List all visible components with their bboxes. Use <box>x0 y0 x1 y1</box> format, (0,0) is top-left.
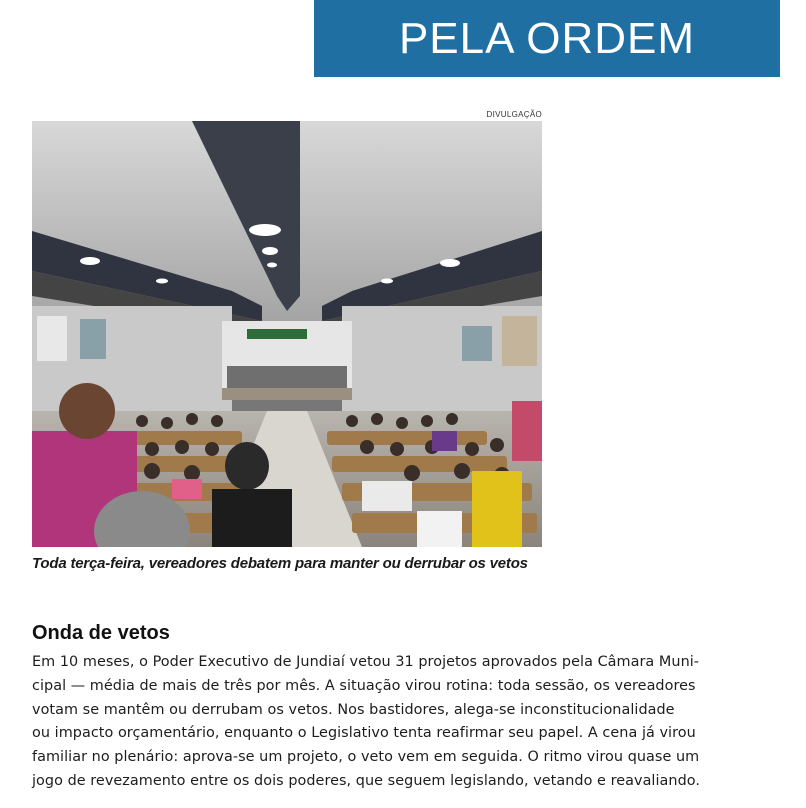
article-body <box>32 651 777 794</box>
section-title: PELA ORDEM <box>398 13 696 63</box>
photo-caption: Toda terça-feira, vereadores debatem para manter ou derrubar os vetos <box>32 555 528 572</box>
body-line: ou impacto orçamentário, enquanto o Legislativo tenta reafirmar seu papel. A cena já virou <box>32 725 696 742</box>
body-line: jogo de revezamento entre os dois poderes, que seguem legislando, vetando e reavaliando. <box>32 772 700 789</box>
body-line: votam se mantêm ou derrubam os vetos. Nos bastidores, alega-se inconstitucionalidade <box>32 701 675 718</box>
body-line: cipal — média de mais de três por mês. A situação virou rotina: toda sessão, os vereadores <box>32 677 696 694</box>
chamber-photo <box>32 121 542 547</box>
photo-credit: DIVULGAÇÃO <box>486 110 542 119</box>
body-line: familiar no plenário: aprova-se um projeto, o veto vem em seguida. O ritmo virou quase um <box>32 749 700 766</box>
body-line: Em 10 meses, o Poder Executivo de Jundiaí vetou 31 projetos aprovados pela Câmara Muni- <box>32 654 700 670</box>
section-banner <box>314 0 780 77</box>
article-headline: Onda de vetos <box>32 622 170 644</box>
